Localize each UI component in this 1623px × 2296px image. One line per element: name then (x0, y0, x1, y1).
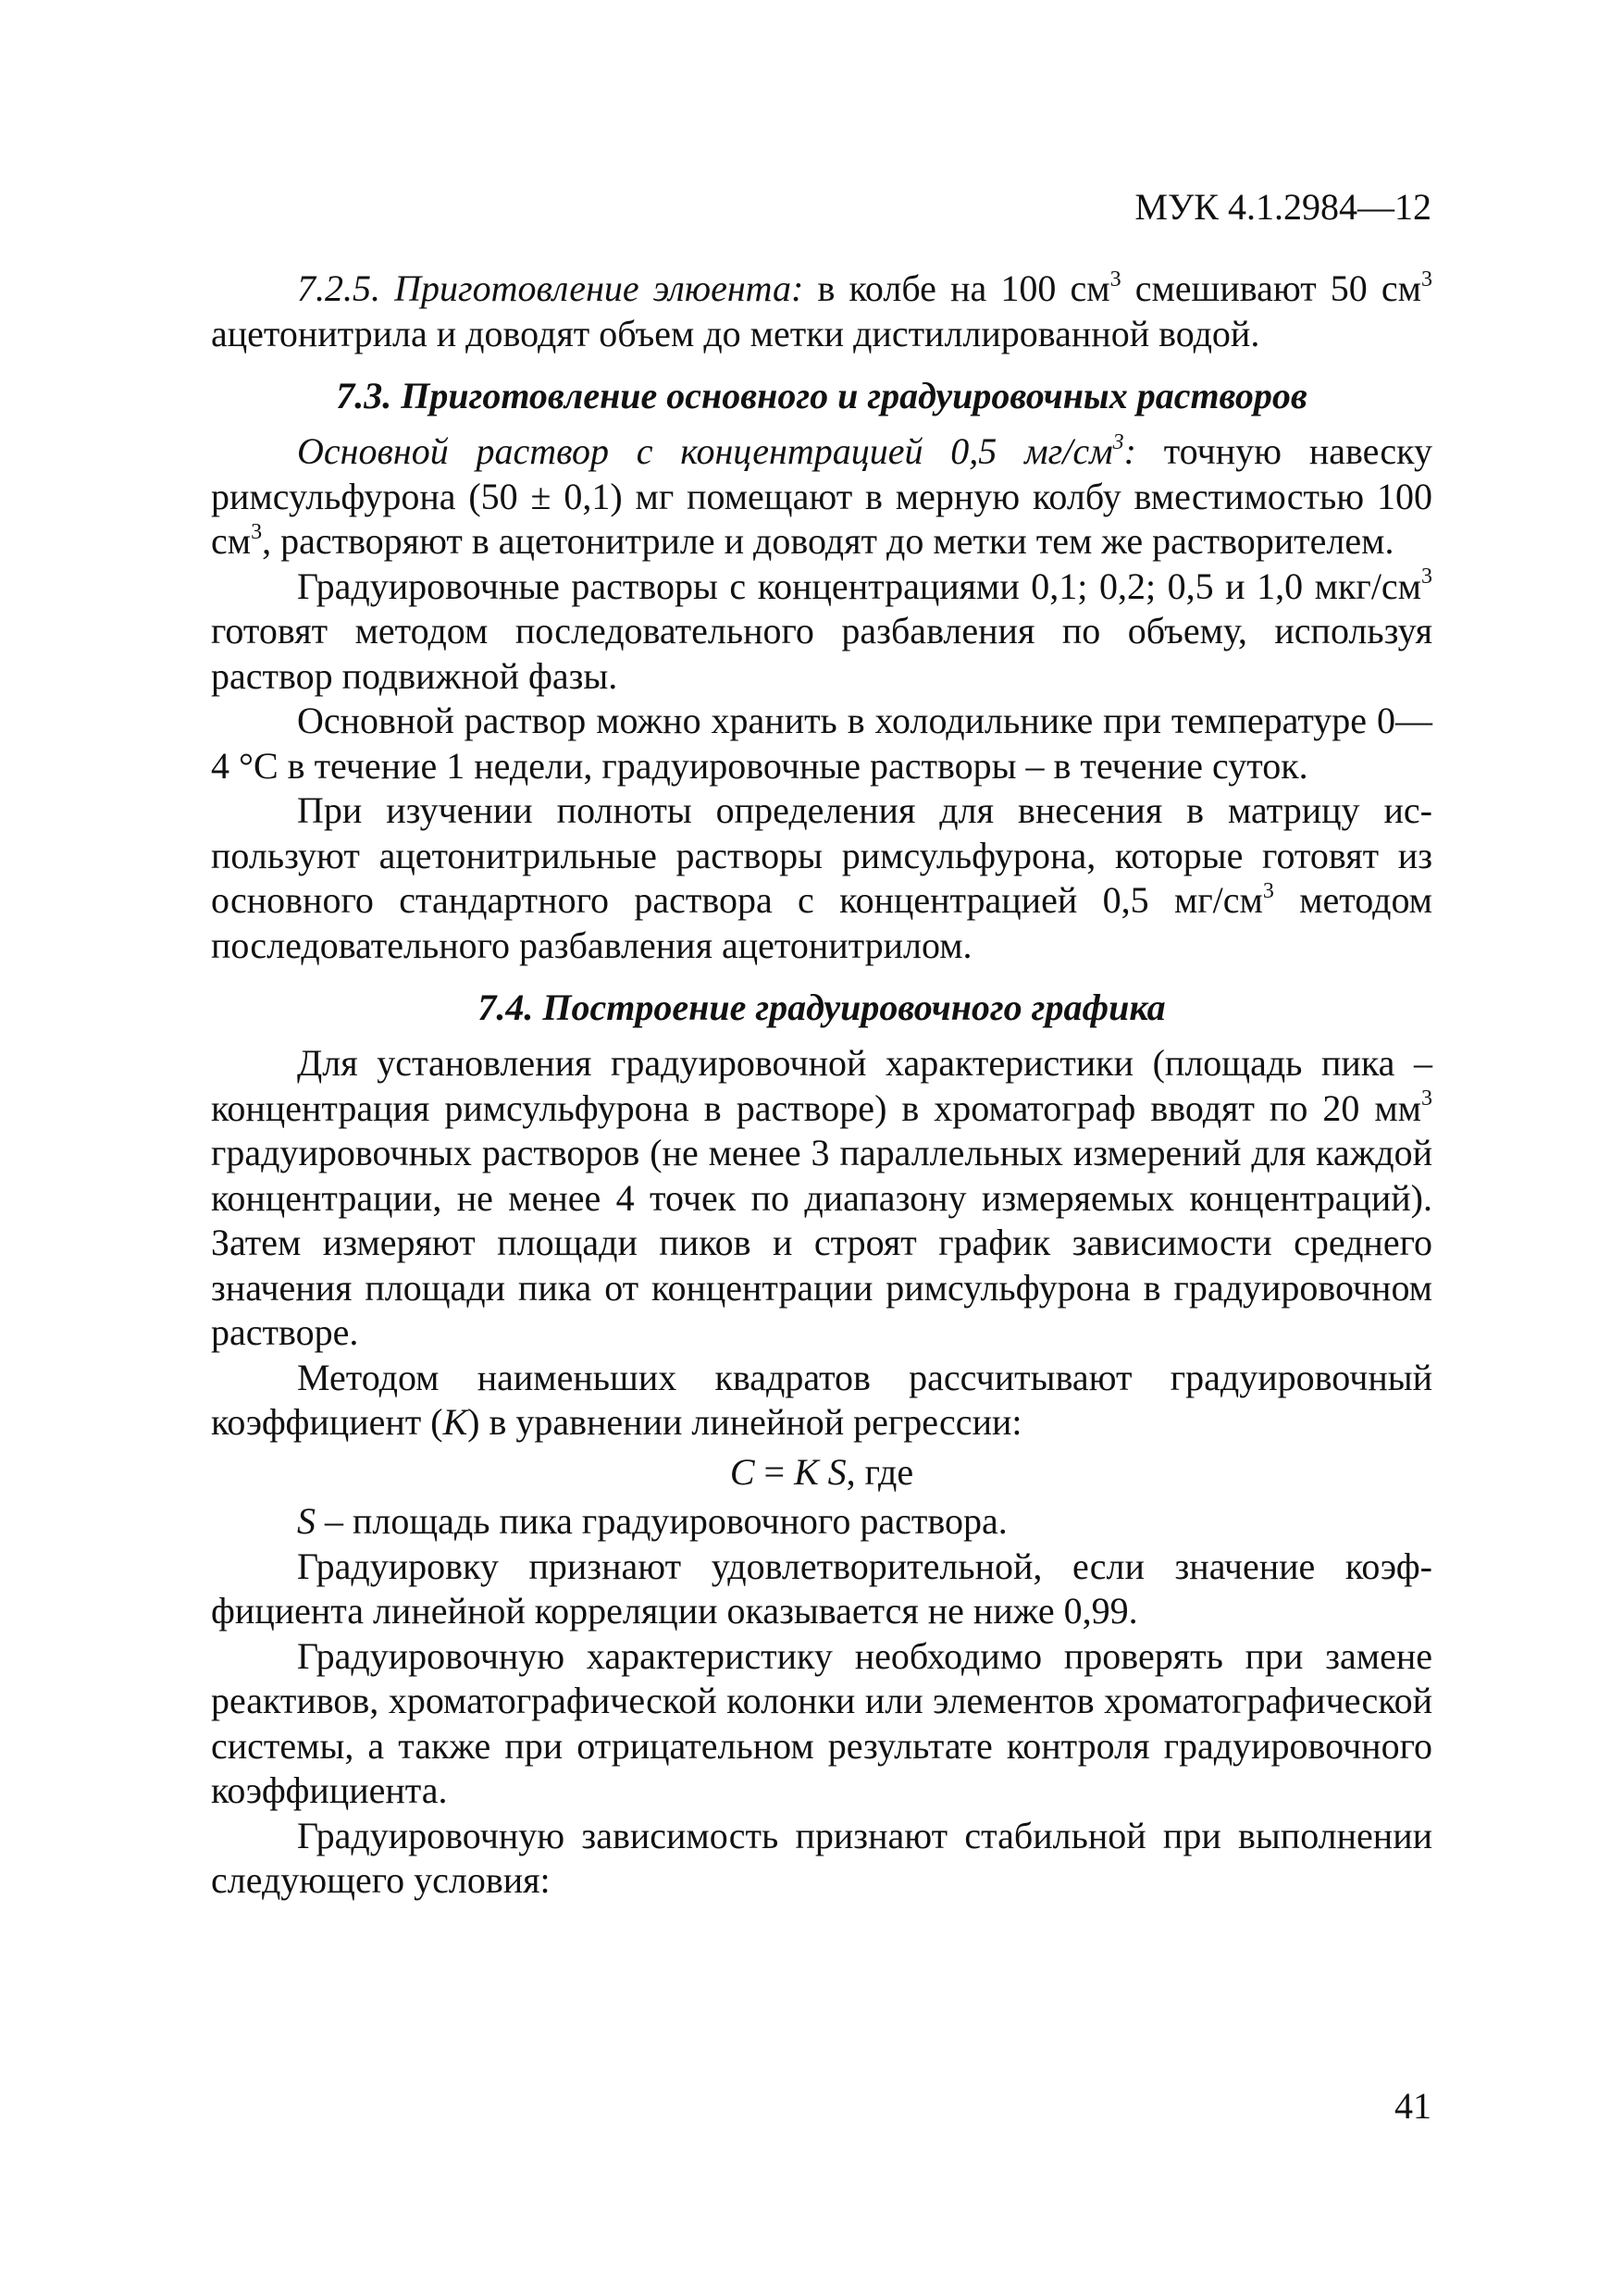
paragraph-stability: Градуировочную зависимость признают стабильной при выполнении следующего условия: (211, 1814, 1432, 1901)
paragraph-calibration-characteristic: Для установления градуировочной характеристики (площадь пика – концентрация римсульфурона в растворе) в хроматограф вводят по 20 $мм^3$ градуировочных растворов (не менее 3 параллельных измерений для каждой концентрации, не менее 4 точек по диапазону измеряемых концентраций). Затем измеряют площади пиков и строят график зависимости среднего значения площади пика от концентрации римсульфурона в градуировочном растворе. (211, 1042, 1432, 1353)
regression-formula: С = К S, где (729, 1450, 914, 1493)
paragraph-recovery: При изучении полноты определения для внесения в матрицу используют ацетонитрильные растворы римсульфурона, которые готовят из основного стандартного раствора с концентрацией 0,5 $мг/см^3$ методом последовательного разбавления ацетонитрилом. (211, 789, 1432, 966)
stock-solution-lead: Основной раствор с концентрацией 0,5 $мг/см^3$: (297, 429, 1136, 472)
paragraph-verification: Градуировочную характеристику необходимо проверять при замене реактивов, хроматографической колонки или элементов хроматографической системы, а также при отрицательном результате контроля градуировочного коэффициента. (211, 1634, 1432, 1811)
paragraph-s-definition: S – площадь пика градуировочного раствора. (297, 1500, 1008, 1542)
paragraph-least-squares: Методом наименьших квадратов рассчитывают градуировочный коэффициент (К) в уравнении линейной регрессии: (211, 1356, 1432, 1443)
paragraph-correlation: Градуировку признают удовлетворительной, если значение коэффициента линейной корреляции оказывается не ниже 0,99. (211, 1545, 1432, 1632)
paragraph-storage: Основной раствор можно хранить в холодильнике при температуре 0—4 °С в течение 1 недели, градуировочные растворы – в течение суток. (211, 700, 1432, 787)
document-body (211, 267, 1432, 1904)
paragraph-7-2-5: 7.2.5. Приготовление элюента: в колбе на 100 $см^3$ смешивают 50 $см^3$ ацетонитрила и доводят объем до метки дистиллированной водой. (211, 267, 1432, 354)
section-heading-7-3: 7.3. Приготовление основного и градуировочных растворов (336, 375, 1307, 416)
section-heading-7-4: 7.4. Построение градуировочного графика (477, 987, 1166, 1028)
paragraph-calibration-solutions: Градуировочные растворы с концентрациями 0,1; 0,2; 0,5 и 1,0 мкг/$см^3$ готовят методом последовательного разбавления по объему, используя раствор подвижной фазы. (211, 565, 1432, 697)
document-code-header: МУК 4.1.2984—12 (1134, 186, 1431, 228)
subsection-lead-7-2-5: 7.2.5. Приготовление элюента: (297, 267, 804, 309)
paragraph-stock-solution: Основной раствор с концентрацией 0,5 $мг/см^3$: точную навеску римсульфурона (50 ± 0,1) мг помещают в мерную колбу вместимостью 100 $см^3$, растворяют в ацетонитриле и доводят до метки тем же растворителем. (211, 429, 1432, 562)
page-number: 41 (1394, 2085, 1431, 2127)
